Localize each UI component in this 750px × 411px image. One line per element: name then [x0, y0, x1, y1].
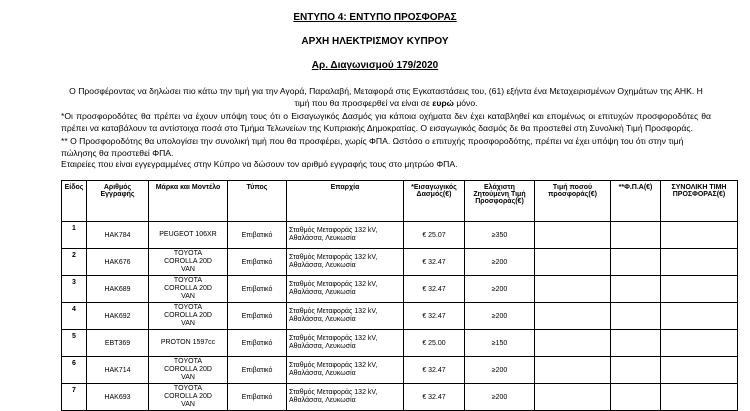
header-offer-price: Τιμή ποσού προσφοράς(€) — [535, 181, 611, 222]
header-vat: **Φ.Π.Α(€) — [611, 181, 661, 222]
cell-make-model — [149, 222, 228, 249]
instruction-vat-note: ** Ο Προσφοροδότης θα υπολογίσει την συνολική τιμή που θα προσφέρει, χωρίς ΦΠΑ. Ωστόσο ο επιτυχής προσφοροδότης, πρέπει να έχει υπόψη του ότι στην τιμή πώλησης θα προστεθεί ΦΠΑ. — [61, 136, 684, 158]
cell-district — [287, 222, 404, 249]
cell-offer-price — [535, 222, 611, 249]
cell-total — [661, 330, 738, 357]
table-header-row — [62, 181, 738, 222]
cell-total — [661, 384, 738, 411]
cell-district-line: Αθαλάσσα, Λευκωσία — [289, 343, 356, 350]
header-min-price: Ελάχιστη Ζητούμενη Τιμή Προσφοράς(€) — [465, 181, 535, 222]
cell-offer-price — [535, 249, 611, 276]
table-row — [62, 303, 738, 330]
cell-make-model-line: VAN — [181, 293, 195, 300]
cell-make-model — [149, 303, 228, 330]
cell-type: Επιβατικό — [228, 384, 287, 411]
header-district: Επαρχία — [287, 181, 404, 222]
cell-min-price: ≥200 — [465, 303, 535, 330]
cell-vat — [611, 249, 661, 276]
cell-make-model-line: COROLLA 20D — [164, 312, 212, 319]
cell-reg-no: HAK714 — [87, 357, 149, 384]
cell-total — [661, 357, 738, 384]
cell-duty: € 32.47 — [404, 303, 465, 330]
cell-make-model-line: VAN — [181, 266, 195, 273]
cell-district-line: Σταθμός Μεταφοράς 132 kV, — [289, 389, 378, 396]
instruction-intro — [61, 86, 711, 109]
table-row — [62, 222, 738, 249]
cell-total — [661, 222, 738, 249]
cell-total — [661, 249, 738, 276]
header-make-model: Μάρκα και Μοντέλο — [149, 181, 228, 222]
cell-make-model — [149, 276, 228, 303]
cell-district — [287, 276, 404, 303]
cell-type: Επιβατικό — [228, 330, 287, 357]
cell-reg-no: HAK784 — [87, 222, 149, 249]
cell-make-model-line: COROLLA 20D — [164, 393, 212, 400]
cell-make-model-line: TOYOTA — [173, 304, 203, 311]
cell-type: Επιβατικό — [228, 222, 287, 249]
cell-district-line: Αθαλάσσα, Λευκωσία — [289, 262, 356, 269]
cell-reg-no: HAK689 — [87, 276, 149, 303]
table-row — [62, 276, 738, 303]
instruction-duty-note: *Οι προσφοροδότες θα πρέπει να έχουν υπόψη τους ότι ο Εισαγωγικός Δασμός για κάποια οχήματα δεν έχει καταβληθεί και επομένως οι επιτυχών προσφοροδότες θα πρέπει να καταβάλουν τα αντίστοιχα ποσά στο Τμήμα Τελωνείων της Κυπριακής Δημοκρατίας. Ο εισαγωγικός δασμός δε θα προστεθεί στη Συνολική Τιμή Προσφοράς. — [61, 111, 711, 133]
cell-district-line: Αθαλάσσα, Λευκωσία — [289, 370, 356, 377]
cell-district — [287, 303, 404, 330]
cell-offer-price — [535, 384, 611, 411]
cell-item: 5 — [62, 330, 87, 357]
header-duty: *Εισαγωγικός Δασμός(€) — [404, 181, 465, 222]
offer-table — [61, 180, 738, 411]
cell-duty: € 25.07 — [404, 222, 465, 249]
authority-name: ΑΡΧΗ ΗΛΕΚΤΡΙΣΜΟΥ ΚΥΠΡΟΥ — [301, 36, 449, 47]
cell-type: Επιβατικό — [228, 276, 287, 303]
cell-make-model-line: TOYOTA — [173, 250, 203, 257]
header-type: Τύπος — [228, 181, 287, 222]
cell-type: Επιβατικό — [228, 357, 287, 384]
cell-make-model-line: COROLLA 20D — [164, 366, 212, 373]
cell-district — [287, 249, 404, 276]
cell-reg-no: EBT369 — [87, 330, 149, 357]
cell-district-line: Αθαλάσσα, Λευκωσία — [289, 316, 356, 323]
cell-reg-no: HAK693 — [87, 384, 149, 411]
intro-text: Ο Προσφέροντας να δηλώσει πιο κάτω την τιμή για την Αγορά, Παραλαβή, Μεταφορά στις Εγκαταστάσεις του, (61) εξήντα ένα Μεταχειρισμένων Οχημάτων της ΑΗΚ. Η τιμή που θα προσφερθεί να είναι σε — [69, 86, 703, 108]
cell-item: 6 — [62, 357, 87, 384]
cell-district-line: Σταθμός Μεταφοράς 132 kV, — [289, 281, 378, 288]
cell-duty: € 32.47 — [404, 276, 465, 303]
cell-offer-price — [535, 303, 611, 330]
cell-make-model-line: TOYOTA — [173, 358, 203, 365]
cell-min-price: ≥200 — [465, 249, 535, 276]
cell-duty: € 32.47 — [404, 249, 465, 276]
cell-make-model — [149, 357, 228, 384]
cell-duty: € 32.47 — [404, 384, 465, 411]
form-title: ΕΝΤΥΠΟ 4: ΕΝΤΥΠΟ ΠΡΟΣΦΟΡΑΣ — [293, 12, 457, 23]
tender-number: Αρ. Διαγωνισμού 179/2020 — [311, 60, 439, 71]
cell-total — [661, 276, 738, 303]
cell-make-model-line: TOYOTA — [173, 385, 203, 392]
cell-make-model-line: TOYOTA — [173, 277, 203, 284]
cell-district-line: Σταθμός Μεταφοράς 132 kV, — [289, 362, 378, 369]
cell-item: 7 — [62, 384, 87, 411]
cell-vat — [611, 330, 661, 357]
cell-district-line: Σταθμός Μεταφοράς 132 kV, — [289, 308, 378, 315]
header-reg-no: Αριθμός Εγγραφής — [87, 181, 149, 222]
header-total: ΣΥΝΟΛΙΚΗ ΤΙΜΗ ΠΡΟΣΦΟΡΑΣ(€) — [661, 181, 738, 222]
cell-district-line: Σταθμός Μεταφοράς 132 kV, — [289, 254, 378, 261]
cell-type: Επιβατικό — [228, 249, 287, 276]
cell-district-line: Αθαλάσσα, Λευκωσία — [289, 235, 356, 242]
cell-make-model-line: PEUGEOT 106XR — [159, 231, 217, 238]
cell-vat — [611, 384, 661, 411]
cell-make-model — [149, 330, 228, 357]
cell-vat — [611, 222, 661, 249]
cell-type: Επιβατικό — [228, 303, 287, 330]
cell-district — [287, 357, 404, 384]
cell-item: 3 — [62, 276, 87, 303]
cell-offer-price — [535, 276, 611, 303]
cell-district-line: Σταθμός Μεταφοράς 132 kV, — [289, 227, 378, 234]
cell-vat — [611, 303, 661, 330]
cell-min-price: ≥350 — [465, 222, 535, 249]
cell-make-model-line: VAN — [181, 374, 195, 381]
cell-district — [287, 384, 404, 411]
cell-duty: € 32.47 — [404, 357, 465, 384]
intro-suffix: μόνο. — [453, 97, 478, 108]
intro-currency: ευρώ — [432, 97, 454, 108]
cell-make-model-line: PROTON 1597cc — [160, 339, 216, 346]
cell-reg-no: HAK692 — [87, 303, 149, 330]
cell-offer-price — [535, 330, 611, 357]
cell-item: 2 — [62, 249, 87, 276]
cell-duty: € 25.00 — [404, 330, 465, 357]
table-row — [62, 330, 738, 357]
cell-make-model-line: VAN — [181, 401, 195, 408]
table-row — [62, 357, 738, 384]
cell-make-model — [149, 249, 228, 276]
cell-min-price: ≥200 — [465, 276, 535, 303]
cell-total — [661, 303, 738, 330]
cell-min-price: ≥150 — [465, 330, 535, 357]
cell-min-price: ≥200 — [465, 357, 535, 384]
cell-reg-no: HAK676 — [87, 249, 149, 276]
header-item: Είδος — [62, 181, 87, 222]
cell-district — [287, 330, 404, 357]
cell-item: 4 — [62, 303, 87, 330]
cell-district-line: Σταθμός Μεταφοράς 132 kV, — [289, 335, 378, 342]
cell-district-line: Αθαλάσσα, Λευκωσία — [289, 397, 356, 404]
table-row — [62, 249, 738, 276]
cell-district-line: Αθαλάσσα, Λευκωσία — [289, 289, 356, 296]
cell-make-model-line: COROLLA 20D — [164, 258, 212, 265]
instruction-vat-registration: Εταιρείες που είναι εγγεγραμμένες στην Κύπρο να δώσουν τον αριθμό εγγραφής τους στο μητρώο ΦΠΑ. — [61, 159, 458, 169]
cell-make-model-line: COROLLA 20D — [164, 285, 212, 292]
cell-vat — [611, 276, 661, 303]
cell-min-price: ≥200 — [465, 384, 535, 411]
cell-vat — [611, 357, 661, 384]
cell-item: 1 — [62, 222, 87, 249]
table-row — [62, 384, 738, 411]
table-body — [62, 222, 738, 411]
cell-make-model — [149, 384, 228, 411]
cell-make-model-line: VAN — [181, 320, 195, 327]
cell-offer-price — [535, 357, 611, 384]
